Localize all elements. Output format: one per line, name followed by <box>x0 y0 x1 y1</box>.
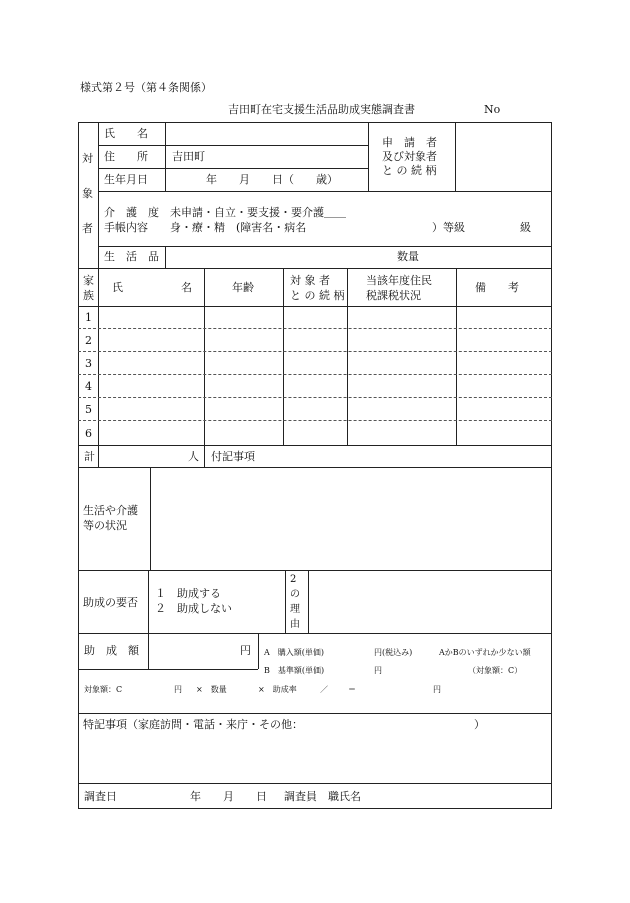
family-total-label: 計 <box>84 450 95 463</box>
form-title: 吉田町在宅支援生活品助成実態調査書 <box>228 103 415 116</box>
care-value-line-2: 身・療・精 (障害名・病名 <box>170 221 307 234</box>
family-side-char-1: 家 <box>83 274 94 287</box>
quantity-label: 数量 <box>397 250 419 263</box>
subject-side-char-3: 者 <box>82 222 93 235</box>
amount-b-yen: 円 <box>374 666 382 675</box>
amount-b-line: B 基準額(単価) <box>264 666 325 675</box>
grade-label: ）等級 <box>432 221 465 234</box>
calc-equals: ＝ <box>348 685 356 694</box>
survey-date-value: 年 月 日 <box>190 790 267 803</box>
family-row-number: 5 <box>85 403 92 416</box>
amount-a-yen: 円(税込み) <box>374 648 413 657</box>
calc-slash: ／ <box>320 685 328 694</box>
form-no-label: No <box>484 103 501 116</box>
grant-option-no: ２ 助成しない <box>155 602 232 615</box>
survey-date-label: 調査日 <box>84 790 117 803</box>
family-remarks-header: 備 考 <box>475 281 519 294</box>
birth-value: 年 月 日（ 歳） <box>206 173 338 186</box>
address-value: 吉田町 <box>172 150 205 163</box>
calc-yen-2: 円 <box>433 685 441 694</box>
subject-side-char-1: 対 <box>82 152 93 165</box>
amount-b-note: （対象額：C） <box>468 666 523 675</box>
calc-times-rate: × 助成率 <box>258 685 297 694</box>
family-relation-header-line-2: と の 続 柄 <box>290 289 345 302</box>
family-tax-header-line-1: 当該年度住民 <box>366 274 432 287</box>
family-row-number: 3 <box>85 357 92 370</box>
subject-side-char-2: 象 <box>82 187 93 200</box>
amount-yen: 円 <box>240 644 251 657</box>
relation-label-line-2: 及び対象者 <box>382 150 437 163</box>
family-name-header-right: 名 <box>181 281 192 294</box>
relation-label-line-1: 申 請 者 <box>382 136 437 149</box>
relation-label-line-3: と の 続 柄 <box>382 164 437 177</box>
address-label: 住 所 <box>104 150 148 163</box>
goods-label: 生 活 品 <box>104 250 159 263</box>
family-person-unit: 人 <box>188 450 199 463</box>
family-row-number: 1 <box>85 311 92 324</box>
name-label: 氏 名 <box>104 127 148 140</box>
family-side-char-2: 族 <box>83 289 94 302</box>
family-row-number: 2 <box>85 334 92 347</box>
surveyor-label: 調査員 職氏名 <box>284 790 361 803</box>
family-age-header: 年齢 <box>232 281 254 294</box>
special-notes-label: 特記事項（家庭訪問・電話・来庁・その他： <box>83 718 303 731</box>
calc-yen-1: 円 <box>174 685 182 694</box>
amount-a-note: AかBのいずれか少ない額 <box>439 648 531 657</box>
birth-label: 生年月日 <box>104 173 148 186</box>
family-tax-header-line-2: 税課税状況 <box>366 289 421 302</box>
form-number: 様式第２号（第４条関係） <box>80 81 212 94</box>
care-label-line-2: 手帳内容 <box>104 221 148 234</box>
grade-unit: 級 <box>520 221 531 234</box>
situation-label-line-1: 生活や介護 <box>83 504 138 517</box>
grant-reason-char: 2 <box>290 574 297 585</box>
family-row-number: 6 <box>85 427 92 440</box>
grant-reason-char: 理 <box>290 604 300 615</box>
grant-option-yes: １ 助成する <box>155 587 221 600</box>
care-label-line-1: 介 護 度 <box>104 206 159 219</box>
family-name-header-left: 氏 <box>112 281 123 294</box>
family-relation-header-line-1: 対 象 者 <box>290 274 330 287</box>
care-value-line-1: 未申請・自立・要支援・要介護＿＿ <box>170 206 346 219</box>
calc-times-quantity: × 数量 <box>196 685 227 694</box>
situation-label-line-2: 等の状況 <box>83 519 127 532</box>
grant-reason-char: 由 <box>290 619 300 630</box>
calc-target: 対象額：C <box>84 685 123 694</box>
grant-need-label: 助成の要否 <box>83 596 138 609</box>
amount-a-line: A 購入額(単価) <box>264 648 325 657</box>
family-row-number: 4 <box>85 380 92 393</box>
family-note-label: 付記事項 <box>211 450 255 463</box>
special-notes-close-paren: ） <box>474 718 485 731</box>
grant-reason-char: の <box>290 589 300 600</box>
amount-label: 助 成 額 <box>84 644 139 657</box>
